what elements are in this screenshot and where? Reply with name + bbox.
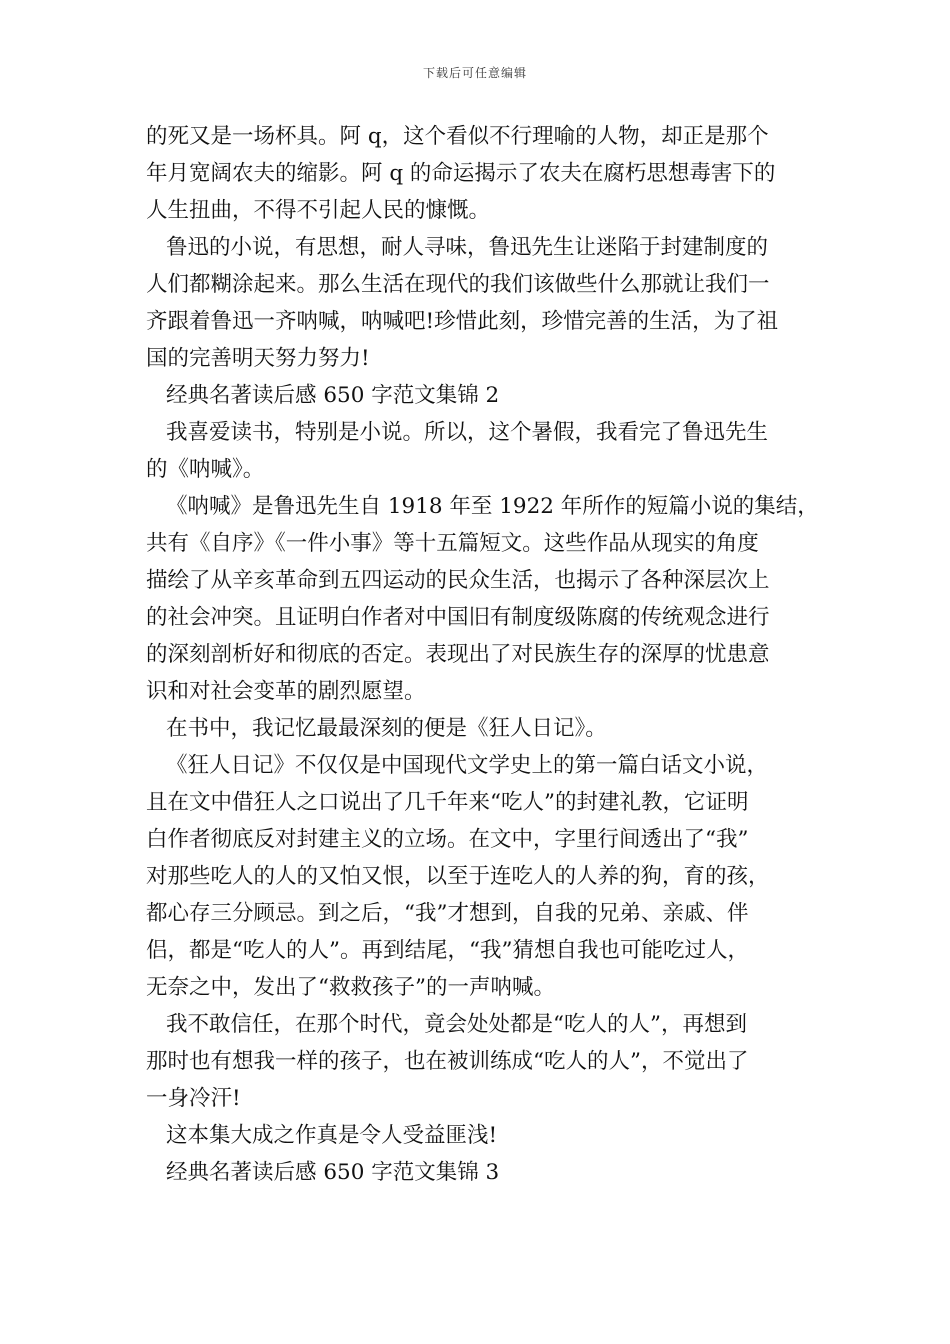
text-line: 都心存三分顾忌。到之后，“我”才想到，自我的兄弟、亲戚、伴 — [146, 901, 749, 926]
text-line: 我不敢信任，在那个时代，竟会处处都是“吃人的人”，再想到 — [166, 1012, 747, 1037]
text-line: 一身冷汗! — [146, 1086, 241, 1111]
text-line: 经典名著读后感 650 字范文集锦 3 — [166, 1160, 500, 1185]
text-line: 年月宽阔农夫的缩影。阿 q 的命运揭示了农夫在腐朽思想毒害下的 — [146, 161, 776, 186]
text-line: 经典名著读后感 650 字范文集锦 2 — [166, 383, 500, 408]
text-line: 人们都糊涂起来。那么生活在现代的我们该做些什么那就让我们一 — [146, 272, 770, 297]
text-line: 侣，都是“吃人的人”。再到结尾，“我”猜想自我也可能吃过人， — [146, 938, 749, 963]
text-line: 描绘了从辛亥革命到五四运动的民众生活，也揭示了各种深层次上 — [146, 568, 770, 593]
text-line: 我喜爱读书，特别是小说。所以，这个暑假，我看完了鲁迅先生 — [166, 420, 769, 445]
text-line: 无奈之中，发出了“救救孩子”的一声呐喊。 — [146, 975, 555, 1000]
text-line: 《狂人日记》不仅仅是中国现代文学史上的第一篇白话文小说， — [166, 753, 769, 778]
text-line: 且在文中借狂人之口说出了几千年来“吃人”的封建礼教，它证明 — [146, 790, 749, 815]
text-line: 这本集大成之作真是令人受益匪浅! — [166, 1123, 498, 1148]
text-line: 的《呐喊》。 — [146, 457, 265, 482]
page-header: 下载后可任意编辑 — [422, 66, 527, 80]
text-line: 国的完善明天努力努力! — [146, 346, 370, 371]
text-line: 白作者彻底反对封建主义的立场。在文中，字里行间透出了“我” — [146, 827, 749, 852]
text-line: 鲁迅的小说，有思想，耐人寻味，鲁迅先生让迷陷于封建制度的 — [166, 235, 769, 260]
text-line: 那时也有想我一样的孩子，也在被训练成“吃人的人”，不觉出了 — [146, 1049, 749, 1074]
text-line: 在书中，我记忆最最深刻的便是《狂人日记》。 — [166, 716, 607, 741]
text-line: 的社会冲突。且证明白作者对中国旧有制度级陈腐的传统观念进行 — [146, 605, 770, 630]
text-line: 共有《自序》《一件小事》等十五篇短文。这些作品从现实的角度 — [146, 531, 759, 556]
text-line: 的深刻剖析好和彻底的否定。表现出了对民族生存的深厚的忧患意 — [146, 642, 770, 667]
text-line: 人生扭曲，不得不引起人民的慷慨。 — [146, 198, 491, 223]
text-line: 的死又是一场杯具。阿 q，这个看似不行理喻的人物，却正是那个 — [146, 124, 769, 149]
text-line: 对那些吃人的人的又怕又恨，以至于连吃人的人养的狗，育的孩， — [146, 864, 770, 889]
document-body — [146, 118, 826, 1191]
text-line: 齐跟着鲁迅一齐呐喊，呐喊吧!珍惜此刻，珍惜完善的生活，为了祖 — [146, 309, 779, 334]
text-line: 《呐喊》是鲁迅先生自 1918 年至 1922 年所作的短篇小说的集结， — [166, 494, 819, 519]
text-line: 识和对社会变革的剧烈愿望。 — [146, 679, 426, 704]
